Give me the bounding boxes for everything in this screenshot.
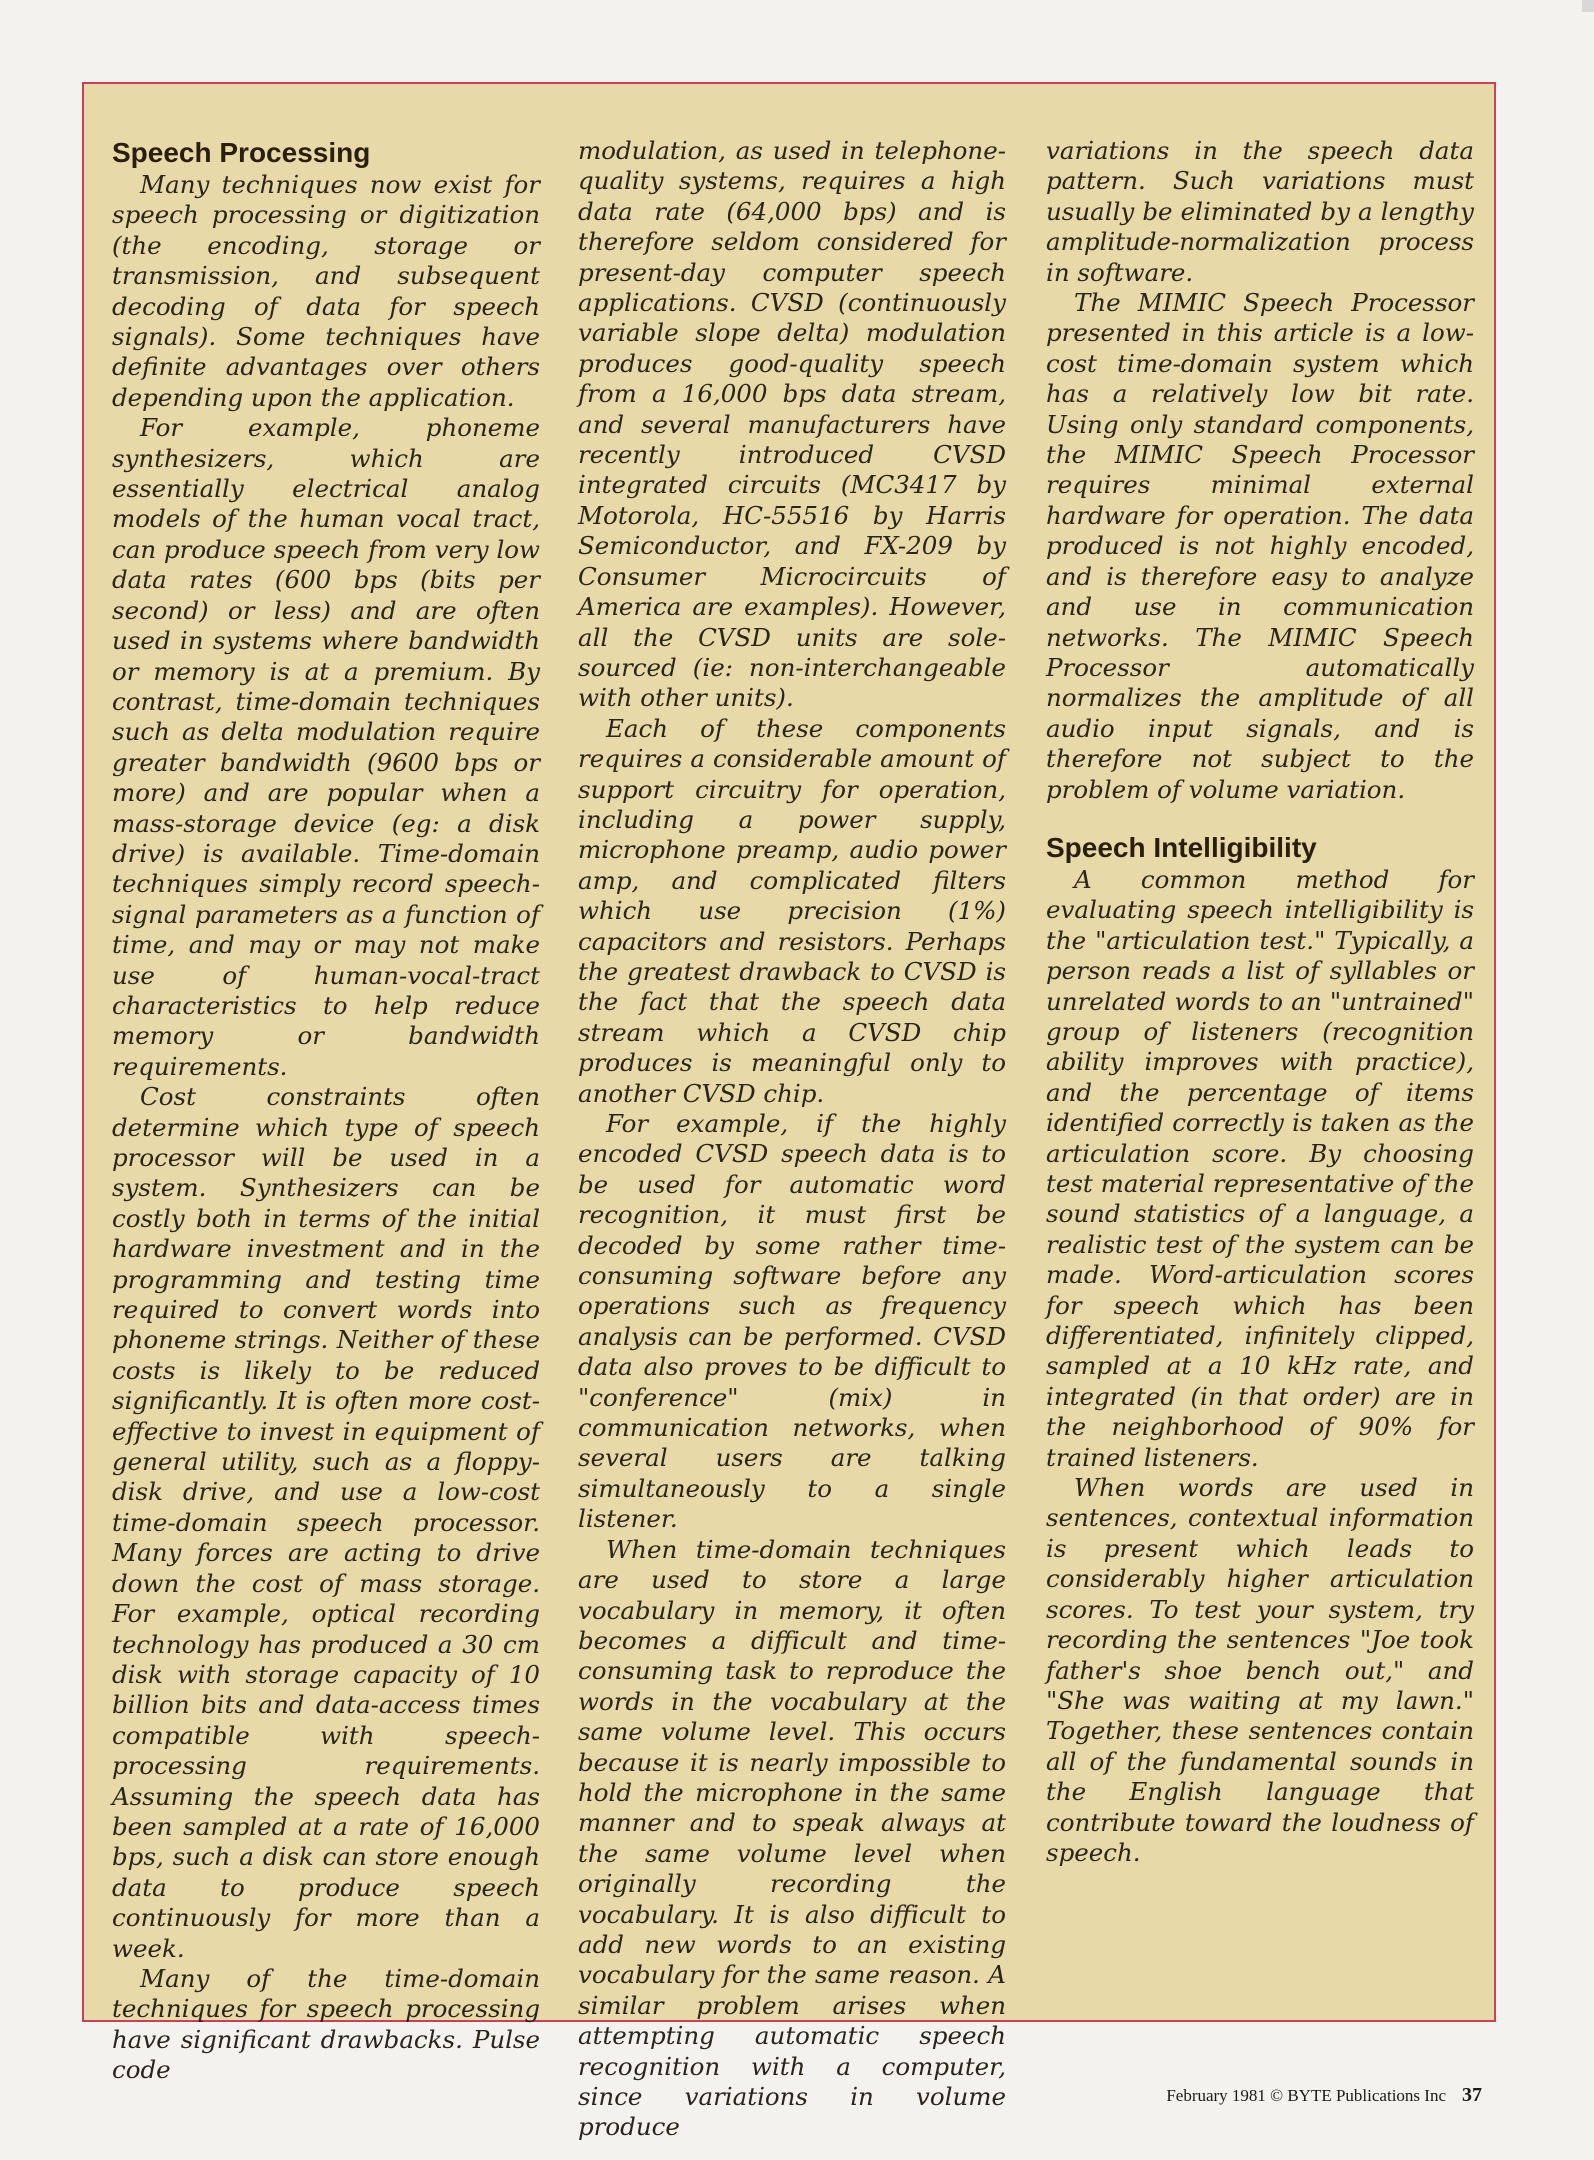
page-corner-mark xyxy=(1582,0,1594,12)
paragraph: modulation, as used in telephone-quality systems, requires a high data rate (64,000 bps) and is therefore seldom considered for present-day computer speech applications. CVSD (continuously variable slope delta) modulation produces good-quality speech from a 16,000 bps data stream, and several manufacturers have recently introduced CVSD integrated circuits (MC3417 by Motorola, HC-55516 by Harris Semiconductor, and FX-209 by Consumer Microcircuits of America are examples). However, all the CVSD units are sole-sourced (ie: non-interchangeable with other units). xyxy=(578,136,1006,713)
column-2 xyxy=(578,136,1006,2143)
paragraph: When words are used in sentences, contextual information is present which leads to considerably higher articulation scores. To test your system, try recording the sentences "Joe took father's shoe bench out," and "She was waiting at my lawn." Together, these sentences contain all of the fundamental sounds in the English language that contribute toward the loudness of speech. xyxy=(1046,1473,1474,1867)
column-1 xyxy=(112,136,540,2086)
paragraph: The MIMIC Speech Processor presented in this article is a low-cost time-domain system which has a relatively low bit rate. Using only standard components, the MIMIC Speech Processor requires minimal external hardware for operation. The data produced is not highly encoded, and is therefore easy to analyze and use in communication networks. The MIMIC Speech Processor automatically normalizes the amplitude of all audio input signals, and is therefore not subject to the problem of volume variation. xyxy=(1046,288,1474,804)
page-number: 37 xyxy=(1462,2084,1482,2106)
paragraph: Each of these components requires a considerable amount of support circuitry for operation, including a power supply, microphone preamp, audio power amp, and complicated filters which use precision (1%) capacitors and resistors. Perhaps the greatest drawback to CVSD is the fact that the speech data stream which a CVSD chip produces is meaningful only to another CVSD chip. xyxy=(578,713,1006,1108)
paragraph: Many techniques now exist for speech processing or digitization (the encoding, storage or transmission, and subsequent decoding of data for speech signals). Some techniques have definite advantages over others depending upon the application. xyxy=(112,170,540,412)
paragraph: For example, phoneme synthesizers, which are essentially electrical analog models of the human vocal tract, can produce speech from very low data rates (600 bps (bits per second) or less) and are often used in systems where bandwidth or memory is at a premium. By contrast, time-domain techniques such as delta modulation require greater bandwidth (9600 bps or more) and are popular when a mass-storage device (eg: a disk drive) is available. Time-domain techniques simply record speech-signal parameters as a function of time, and may or may not make use of human-vocal-tract characteristics to help reduce memory or bandwidth requirements. xyxy=(112,413,540,1081)
page-footer xyxy=(1166,2084,1482,2107)
paragraph: variations in the speech data pattern. Such variations must usually be eliminated by a lengthy amplitude-normalization process in software. xyxy=(1046,136,1474,287)
paragraph: A common method for evaluating speech intelligibility is the "articulation test." Typically, a person reads a list of syllables or unrelated words to an "untrained" group of listeners (recognition ability improves with practice), and the percentage of items identified correctly is taken as the articulation score. By choosing test material representative of the sound statistics of a language, a realistic test of the system can be made. Word-articulation scores for speech which has been differentiated, infinitely clipped, sampled at a 10 kHz rate, and integrated (in that order) are in the neighborhood of 90% for trained listeners. xyxy=(1046,864,1474,1472)
section-heading-speech-intelligibility: Speech Intelligibility xyxy=(1046,831,1317,863)
paragraph: Cost constraints often determine which type of speech processor will be used in a system. Synthesizers can be costly both in terms of the initial hardware investment and in the programming and testing time required to convert words into phoneme strings. Neither of these costs is likely to be reduced significantly. It is often more cost-effective to invest in equipment of general utility, such as a floppy-disk drive, and use a low-cost time-domain speech processor. Many forces are acting to drive down the cost of mass storage. For example, optical recording technology has produced a 30 cm disk with storage capacity of 10 billion bits and data-access times compatible with speech-processing requirements. Assuming the speech data has been sampled at a rate of 16,000 bps, such a disk can store enough data to produce speech continuously for more than a week. xyxy=(112,1082,540,1963)
footer-credit: February 1981 © BYTE Publications Inc xyxy=(1166,2086,1446,2105)
paragraph: For example, if the highly encoded CVSD speech data is to be used for automatic word recognition, it must first be decoded by some rather time-consuming software before any operations such as frequency analysis can be performed. CVSD data also proves to be difficult to "conference" (mix) in communication networks, when several users are talking simultaneously to a single listener. xyxy=(578,1109,1006,1534)
paragraph: When time-domain techniques are used to store a large vocabulary in memory, it often becomes a difficult and time-consuming task to reproduce the words in the vocabulary at the same volume level. This occurs because it is nearly impossible to hold the microphone in the same manner and to speak always at the same volume level when originally recording the vocabulary. It is also difficult to add new words to an existing vocabulary for the same reason. A similar problem arises when attempting automatic speech recognition with a computer, since variations in volume produce xyxy=(578,1534,1006,2142)
section-heading-speech-processing: Speech Processing xyxy=(112,137,371,168)
paragraph: Many of the time-domain techniques for speech processing have significant drawbacks. Pulse code xyxy=(112,1963,540,2085)
column-3 xyxy=(1046,136,1474,1868)
